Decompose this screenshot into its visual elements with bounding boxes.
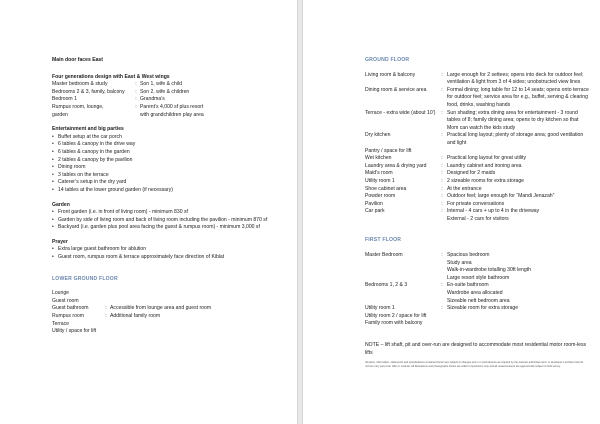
room-row-key: Terrace - extra wide (about 10’) xyxy=(365,109,436,116)
colon: : xyxy=(135,81,137,88)
colon xyxy=(437,290,447,298)
family-row xyxy=(52,104,284,112)
room-row-value: Spacious bedroom xyxy=(447,252,490,259)
family-row xyxy=(52,89,284,97)
room-row-key: Living room & balcony xyxy=(365,71,416,78)
room-row-key xyxy=(365,275,437,283)
room-row xyxy=(365,313,591,321)
list-item: • 3 tables on the terrace xyxy=(52,172,284,180)
colon: : xyxy=(441,170,443,177)
list-item: • 6 tables & canopy in the drive way xyxy=(52,141,284,149)
room-row xyxy=(365,163,591,171)
room-row-value: En-suite bathroom xyxy=(447,282,489,289)
room-row-value xyxy=(421,148,591,156)
room-line: Guest room xyxy=(52,297,79,304)
list-item: • 14 tables at the lower ground garden (if necessary) xyxy=(52,187,284,195)
room-row-key: Dry kitchen xyxy=(365,132,391,139)
room-row xyxy=(365,193,591,201)
room-row-key: Wet kitchen xyxy=(365,155,392,162)
room-row-key: Dining room & service area xyxy=(365,86,427,93)
colon xyxy=(437,275,447,283)
family-row xyxy=(52,112,284,120)
room-row-key xyxy=(365,267,437,275)
family-row-key: garden xyxy=(52,111,68,118)
room-row-value: Internal - 4 cars + up to 4 in the driveway xyxy=(447,208,540,215)
colon: : xyxy=(441,109,443,116)
colon: : xyxy=(441,71,443,78)
room-row xyxy=(365,170,591,178)
main-door-heading: Main door faces East xyxy=(52,57,103,63)
list-item: • 2 tables & canopy by the pavilion xyxy=(52,157,284,165)
colon-spacer xyxy=(426,313,436,321)
garden-heading: Garden xyxy=(52,201,70,208)
room-row xyxy=(365,148,591,156)
family-heading: Four generations design with East & West wings xyxy=(52,73,170,80)
room-row-value: Additional family room xyxy=(110,313,161,320)
colon: : xyxy=(441,132,443,139)
colon: : xyxy=(441,177,443,184)
colon: : xyxy=(441,155,443,162)
room-row xyxy=(52,313,284,321)
family-row xyxy=(52,81,284,89)
colon: : xyxy=(135,96,137,103)
list-item: • Garden by side of living room and back of living room including the pavilion - minimum 870 sf xyxy=(52,217,284,225)
room-row-value xyxy=(432,320,591,328)
entertainment-list xyxy=(52,134,284,195)
room-row xyxy=(365,260,591,268)
room-line: Terrace xyxy=(52,320,69,327)
room-row-key: Shoe cabinet area xyxy=(365,185,407,192)
colon xyxy=(437,267,447,275)
room-row xyxy=(365,305,591,313)
room-row-value: Wardrobe area allocated xyxy=(447,290,503,297)
colon-spacer xyxy=(422,320,432,328)
room-row-value: Large enough for 2 settees; opens into deck for outdoor feel; ventilation & light from 3 of 4 sides; unobstructed view lines xyxy=(447,71,584,86)
room-row xyxy=(365,178,591,186)
list-item: • Extra large guest bathroom for ablution xyxy=(52,246,284,254)
room-row-value: Large resort style bathroom xyxy=(447,274,510,281)
room-row-value: Study area xyxy=(447,259,472,266)
colon: : xyxy=(441,162,443,169)
room-row xyxy=(365,87,591,110)
room-row xyxy=(365,275,591,283)
ground-floor-table xyxy=(365,72,591,224)
list-item: • Front garden (i.e. in front of living room) - minimum 830 sf xyxy=(52,209,284,217)
colon: : xyxy=(441,185,443,192)
colon xyxy=(437,298,447,306)
colon: : xyxy=(441,252,443,259)
family-row-key: Master bedroom & study xyxy=(52,81,108,88)
first-floor-heading: FIRST FLOOR xyxy=(365,237,402,244)
room-row xyxy=(365,298,591,306)
left-page-content xyxy=(52,57,284,336)
prayer-heading: Prayer xyxy=(52,238,68,245)
colon: : xyxy=(441,86,443,93)
colon-spacer xyxy=(411,148,421,156)
family-row-key: Bedroom 1 xyxy=(52,96,77,103)
room-row xyxy=(365,208,591,216)
list-item: • Guest room, rumpus room & terrace approximately face direction of Kiblat xyxy=(52,254,284,262)
list-item: • Dining room xyxy=(52,164,284,172)
room-row-key: Utility room 1 xyxy=(365,305,395,312)
room-line: Lounge xyxy=(52,290,69,297)
room-row-value: External - 2 cars for visitors xyxy=(447,215,509,222)
room-row-key xyxy=(365,216,437,224)
room-row-value: Accessible from lounge area and guest room xyxy=(110,305,212,312)
room-row-value: Practical long layout; plenty of storage area; good ventilation and light xyxy=(447,132,584,146)
room-row-value: Sun shading; extra dining area for entertainment - 3 round tables of 8; family dining area; opens to dry kitchen so that Mom can watch the kids study xyxy=(447,109,579,131)
lower-ground-floor-heading: LOWER GROUND FLOOR xyxy=(52,275,118,282)
room-line: Utility / space for lift xyxy=(52,328,97,335)
colon: : xyxy=(441,305,443,312)
right-page xyxy=(302,0,600,424)
left-page xyxy=(0,0,298,424)
colon xyxy=(437,216,447,224)
room-row-key: Utility room 1 xyxy=(365,177,395,184)
room-row-key: Master Bedroom xyxy=(365,252,403,259)
room-row-value: Designed for 2 maids xyxy=(447,170,496,177)
room-row-key: Laundry area & drying yard xyxy=(365,162,427,169)
room-row-key xyxy=(365,260,437,268)
entertainment-heading: Entertainment and big parties xyxy=(52,126,124,133)
room-row-key: Family room with balcony xyxy=(365,320,423,327)
family-row-value: Son 2, wife & children xyxy=(140,88,190,95)
room-row-key: Bedrooms 1, 2 & 3 xyxy=(365,282,408,289)
room-row xyxy=(365,267,591,275)
room-row xyxy=(365,72,591,87)
first-floor-table xyxy=(365,252,591,328)
room-row-value: At the entrance xyxy=(447,185,482,192)
room-row-value: 2 sizeable rooms for extra storage xyxy=(447,177,525,184)
family-row-value: Parent’s 4,000 sf plus resort xyxy=(140,103,204,110)
colon: : xyxy=(441,193,443,200)
room-row-key: Guest bathroom xyxy=(52,305,89,312)
room-row xyxy=(365,252,591,260)
room-row xyxy=(365,110,591,133)
family-row-key: Bedrooms 2 & 3, family, balcony xyxy=(52,88,125,95)
family-row-value: with grandchildren play area xyxy=(140,111,204,118)
family-row-value: Son 1, wife & child xyxy=(140,81,182,88)
disclaimer-fine-print: All plans, information, statements and specifications contained herein are subject to changes and / or amendments as required by the relevant authorities and / or developer's architect and do not form any part of an offer or contract. All illustrations and photographs shown are artist's impressions only and all measurements are approximate subject to final survey. xyxy=(365,361,584,368)
room-row-key xyxy=(365,290,437,298)
room-row-value: Laundry cabinet and ironing area xyxy=(447,162,522,169)
room-row-key: Powder room xyxy=(365,193,396,200)
colon: : xyxy=(105,305,107,312)
room-row-key xyxy=(365,298,437,306)
family-row-key: Rumpus room, lounge, xyxy=(52,103,104,110)
room-row xyxy=(365,320,591,328)
room-row-key: Pavilion xyxy=(365,200,383,207)
room-row xyxy=(365,282,591,290)
room-row-key: Utility room 2 / space for lift xyxy=(365,312,427,319)
room-row-value: Formal dining; long table for 12 to 14 seats; opens onto terrace for outdoor feel; service area for e.g., buffet, serving & clearing food, drinks, washing hands xyxy=(447,86,589,108)
colon: : xyxy=(135,88,137,95)
room-row-value: Practical long layout for great utility xyxy=(447,155,526,162)
colon: : xyxy=(135,103,137,110)
garden-list xyxy=(52,209,284,232)
family-row xyxy=(52,96,284,104)
list-item: • Backyard (i.e. garden plus pool area facing the guest & rumpus room) - minimum 3,000 sf xyxy=(52,224,284,232)
room-row-key: Maid’s room xyxy=(365,170,393,177)
room-row-value: Outdoor feel; large enough for “Mandi Jenazah” xyxy=(447,193,555,200)
colon-spacer xyxy=(132,112,140,120)
list-item: • Buffet setup at the car porch xyxy=(52,134,284,142)
room-row xyxy=(52,305,284,313)
colon: : xyxy=(441,200,443,207)
room-row xyxy=(365,201,591,209)
family-row-value: Grandma’s xyxy=(140,96,165,103)
colon: : xyxy=(441,208,443,215)
room-row-key: Car park xyxy=(365,208,385,215)
room-row xyxy=(365,155,591,163)
room-row-value: Walk-in-wardrobe totalling 30ft length xyxy=(447,267,531,274)
room-row xyxy=(365,216,591,224)
room-row xyxy=(365,132,591,147)
right-page-content xyxy=(365,57,591,368)
room-row xyxy=(365,290,591,298)
room-row-key: Pantry / space for lift xyxy=(365,147,412,154)
room-row-value xyxy=(436,313,591,321)
list-item: • 6 tables & canopy in the garden xyxy=(52,149,284,157)
room-row-key: Rumpus room xyxy=(52,313,84,320)
ground-floor-heading: GROUND FLOOR xyxy=(365,57,410,63)
prayer-list xyxy=(52,246,284,261)
colon: : xyxy=(441,282,443,289)
colon: : xyxy=(105,313,107,320)
colon xyxy=(437,260,447,268)
room-row-value: For private conversations xyxy=(447,200,505,207)
list-item: • Caterer’s setup in the dry yard xyxy=(52,179,284,187)
lift-note: NOTE – lift shaft, pit and over-run are designed to accommodate most residential motor room-less lifts xyxy=(365,342,587,356)
room-row-value: Sizeable nett bedroom area xyxy=(447,297,510,304)
room-row-value: Sizeable room for extra storage xyxy=(447,305,519,312)
room-row xyxy=(365,186,591,194)
